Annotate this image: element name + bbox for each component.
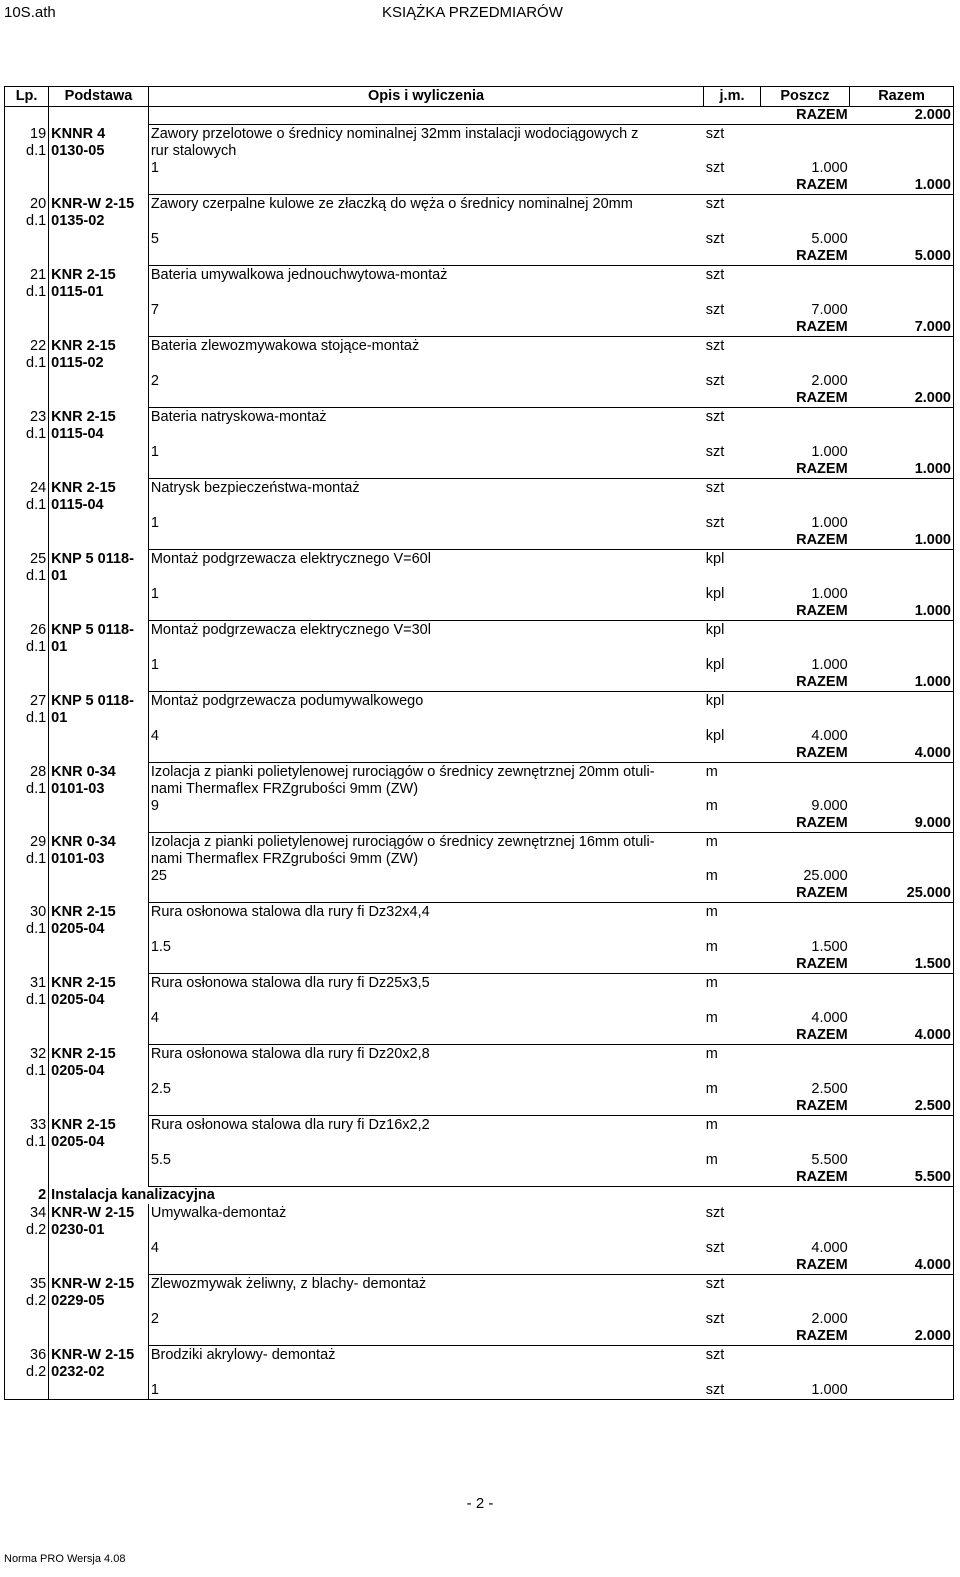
- item-d: d.1: [5, 1134, 49, 1152]
- razem-value: 4.000: [850, 745, 954, 763]
- item-row-2: [5, 568, 954, 586]
- quantity-row: [5, 373, 954, 390]
- item-d: d.1: [5, 284, 49, 302]
- razem-label: RAZEM: [760, 1257, 849, 1275]
- razem-value: 5.500: [850, 1169, 954, 1187]
- razem-label: RAZEM: [760, 1169, 849, 1187]
- quantity-row: [5, 657, 954, 674]
- razem-row: [5, 248, 954, 266]
- item-lp: 20: [5, 195, 49, 214]
- razem-row: [5, 603, 954, 621]
- item-row: [5, 833, 954, 852]
- item-podstawa: KNR 0-34: [49, 763, 149, 782]
- razem-value: 1.000: [850, 674, 954, 692]
- item-description: Rura osłonowa stalowa dla rury fi Dz16x2,2: [150, 1117, 430, 1133]
- item-lp: 30: [5, 903, 49, 922]
- item-row-2: [5, 781, 954, 798]
- item-podstawa-2: 0101-03: [49, 851, 149, 868]
- item-description: Zawory czerpalne kulowe ze złaczką do węża o średnicy nominalnej 20mm: [150, 196, 633, 212]
- table-body: [5, 107, 954, 1400]
- item-unit: szt: [705, 1205, 725, 1221]
- item-d: d.1: [5, 497, 49, 515]
- item-unit: szt: [705, 1276, 725, 1292]
- item-podstawa: KNR 2-15: [49, 1116, 149, 1135]
- item-podstawa-2: 0101-03: [49, 781, 149, 798]
- item-podstawa-2: 0130-05: [49, 143, 149, 160]
- item-row: [5, 1045, 954, 1064]
- razem-row: [5, 674, 954, 692]
- quantity-unit: szt: [705, 1311, 725, 1327]
- item-row: [5, 479, 954, 498]
- item-row: [5, 974, 954, 993]
- poszcz-value: 2.000: [811, 1311, 848, 1327]
- razem-label: RAZEM: [760, 1098, 849, 1116]
- quantity-unit: kpl: [705, 586, 725, 602]
- item-row: [5, 1346, 954, 1365]
- razem-row: [5, 532, 954, 550]
- item-podstawa: KNR-W 2-15: [49, 195, 149, 214]
- razem-label: RAZEM: [760, 248, 849, 266]
- poszcz-value: 7.000: [811, 302, 848, 318]
- item-podstawa-2: 0205-04: [49, 1134, 149, 1152]
- item-lp: 19: [5, 125, 49, 144]
- razem-value: 1.000: [850, 177, 954, 195]
- col-podstawa: Podstawa: [49, 87, 149, 107]
- razem-row: [5, 319, 954, 337]
- quantity-value: 5: [150, 231, 159, 247]
- quantity-unit: szt: [705, 302, 725, 318]
- razem-row: [5, 815, 954, 833]
- item-row-2: [5, 992, 954, 1010]
- section-number: 2: [5, 1187, 49, 1205]
- quantity-value: 2.5: [150, 1081, 172, 1097]
- item-lp: 21: [5, 266, 49, 285]
- item-row: [5, 125, 954, 144]
- item-row-2: [5, 1134, 954, 1152]
- item-podstawa: KNR 2-15: [49, 337, 149, 356]
- quantity-row: [5, 444, 954, 461]
- item-podstawa-2: 01: [49, 710, 149, 728]
- poszcz-value: 5.000: [811, 231, 848, 247]
- footer-text: Norma PRO Wersja 4.08: [4, 1553, 126, 1565]
- item-row-2: [5, 497, 954, 515]
- quantity-unit: m: [705, 1152, 718, 1168]
- item-row: [5, 763, 954, 782]
- item-lp: 22: [5, 337, 49, 356]
- item-lp: 29: [5, 833, 49, 852]
- item-unit: m: [705, 975, 718, 991]
- item-row: [5, 692, 954, 711]
- item-unit: szt: [705, 196, 725, 212]
- quantity-value: 1: [148, 1382, 703, 1400]
- quantity-value: 4: [150, 728, 159, 744]
- quantity-unit: szt: [705, 1240, 725, 1256]
- quantity-row: [5, 1152, 954, 1169]
- item-podstawa: KNNR 4: [49, 125, 149, 144]
- document-code: 10S.ath: [4, 4, 56, 21]
- quantity-row: [5, 586, 954, 603]
- item-podstawa-2: 0205-04: [49, 992, 149, 1010]
- item-row-2: [5, 1063, 954, 1081]
- quantity-value: 1.5: [150, 939, 172, 955]
- razem-value: 4.000: [850, 1027, 954, 1045]
- item-row: [5, 1204, 954, 1222]
- quantity-unit: m: [705, 1010, 718, 1026]
- item-podstawa-2: 0115-01: [49, 284, 149, 302]
- item-d: d.1: [5, 781, 49, 798]
- item-d: d.1: [5, 639, 49, 657]
- section-row: [5, 1187, 954, 1205]
- item-podstawa: KNR-W 2-15: [49, 1346, 149, 1365]
- razem-label: RAZEM: [760, 107, 849, 125]
- poszcz-value: 2.500: [811, 1081, 848, 1097]
- page-number: - 2 -: [466, 1495, 494, 1512]
- item-lp: 36: [5, 1346, 49, 1365]
- razem-value: 9.000: [850, 815, 954, 833]
- razem-value: 7.000: [850, 319, 954, 337]
- razem-value: 4.000: [850, 1257, 954, 1275]
- poszcz-value: 4.000: [811, 1240, 848, 1256]
- item-podstawa-2: 0229-05: [49, 1293, 149, 1311]
- poszcz-value: 4.000: [811, 1010, 848, 1026]
- quantity-unit: szt: [705, 231, 725, 247]
- item-row-2: [5, 284, 954, 302]
- poszcz-value: 1.000: [811, 444, 848, 460]
- razem-row: [5, 1027, 954, 1045]
- razem-label: RAZEM: [760, 532, 849, 550]
- item-description: Natrysk bezpieczeństwa-montaż: [150, 480, 360, 496]
- cost-estimate-table: [4, 86, 954, 1400]
- item-description: Bateria natryskowa-montaż: [150, 409, 327, 425]
- item-podstawa: KNR 2-15: [49, 479, 149, 498]
- item-lp: 27: [5, 692, 49, 711]
- item-row-2: [5, 851, 954, 868]
- item-lp: 32: [5, 1045, 49, 1064]
- razem-row: [5, 885, 954, 903]
- item-unit: szt: [705, 409, 725, 425]
- item-podstawa: KNR 2-15: [49, 1045, 149, 1064]
- poszcz-value: 1.000: [811, 657, 848, 673]
- razem-value: 5.000: [850, 248, 954, 266]
- razem-label: RAZEM: [760, 461, 849, 479]
- quantity-row: [5, 302, 954, 319]
- item-description: Zawory przelotowe o średnicy nominalnej 32mm instalacji wodociągowych z: [150, 126, 639, 142]
- item-unit: m: [705, 764, 718, 780]
- item-description: Izolacja z pianki polietylenowej rurociągów o średnicy zewnętrznej 20mm otuli-: [150, 764, 655, 780]
- item-unit: m: [705, 834, 718, 850]
- razem-label: RAZEM: [760, 1328, 849, 1346]
- razem-value: 1.000: [850, 532, 954, 550]
- quantity-row: [5, 231, 954, 248]
- razem-value: 2.000: [850, 1328, 954, 1346]
- item-podstawa: KNR 0-34: [49, 833, 149, 852]
- item-lp: 23: [5, 408, 49, 427]
- razem-row: [5, 461, 954, 479]
- razem-value: 1.500: [850, 956, 954, 974]
- table-header-row: [5, 87, 954, 107]
- item-unit: szt: [705, 267, 725, 283]
- item-description: Montaż podgrzewacza podumywalkowego: [150, 693, 424, 709]
- item-row-2: [5, 710, 954, 728]
- razem-label: RAZEM: [760, 674, 849, 692]
- item-unit: kpl: [705, 622, 725, 638]
- item-row-2: [5, 639, 954, 657]
- item-description-2: nami Thermaflex FRZgrubości 9mm (ZW): [150, 781, 419, 797]
- item-d: d.1: [5, 143, 49, 160]
- item-row: [5, 621, 954, 640]
- item-podstawa: KNR 2-15: [49, 266, 149, 285]
- quantity-row: [5, 939, 954, 956]
- item-d: d.1: [5, 426, 49, 444]
- item-row: [5, 903, 954, 922]
- item-row-2: [5, 1293, 954, 1311]
- quantity-row: [5, 1382, 954, 1400]
- poszcz-value: 1.000: [811, 160, 848, 176]
- quantity-row: [5, 798, 954, 815]
- razem-row: [5, 177, 954, 195]
- razem-value: 25.000: [850, 885, 954, 903]
- section-title: Instalacja kanalizacyjna: [49, 1187, 954, 1205]
- quantity-unit: m: [705, 798, 718, 814]
- item-unit: m: [705, 904, 718, 920]
- quantity-value: 1: [150, 657, 159, 673]
- item-unit: m: [705, 1046, 718, 1062]
- quantity-row: [5, 1311, 954, 1328]
- item-podstawa-2: 0232-02: [49, 1364, 149, 1382]
- item-description: Rura osłonowa stalowa dla rury fi Dz32x4,4: [150, 904, 430, 920]
- item-lp: 31: [5, 974, 49, 993]
- item-row-2: [5, 426, 954, 444]
- item-podstawa-2: 0205-04: [49, 1063, 149, 1081]
- item-row-2: [5, 1222, 954, 1240]
- quantity-row: [5, 1081, 954, 1098]
- quantity-value: 5.5: [150, 1152, 172, 1168]
- razem-label: RAZEM: [760, 745, 849, 763]
- col-jm: j.m.: [704, 87, 761, 107]
- razem-row: [5, 1169, 954, 1187]
- razem-row: [5, 390, 954, 408]
- razem-row: [5, 745, 954, 763]
- razem-value: 1.000: [850, 603, 954, 621]
- quantity-unit: m: [705, 868, 718, 884]
- col-opis: Opis i wyliczenia: [148, 87, 703, 107]
- item-description: Montaż podgrzewacza elektrycznego V=60l: [150, 551, 431, 567]
- item-row-2: [5, 355, 954, 373]
- quantity-value: 1: [150, 586, 159, 602]
- poszcz-value: 25.000: [803, 868, 848, 884]
- item-row: [5, 408, 954, 427]
- quantity-unit: kpl: [705, 657, 725, 673]
- item-d: d.1: [5, 992, 49, 1010]
- item-podstawa: KNP 5 0118-: [49, 550, 149, 569]
- poszcz-value: 4.000: [811, 728, 848, 744]
- poszcz-value: 2.000: [811, 373, 848, 389]
- item-description: Bateria zlewozmywakowa stojące-montaż: [150, 338, 420, 354]
- item-lp: 25: [5, 550, 49, 569]
- item-d: d.1: [5, 355, 49, 373]
- quantity-row: [5, 1010, 954, 1027]
- razem-value: 2.000: [850, 107, 954, 125]
- item-podstawa-2: 0115-04: [49, 497, 149, 515]
- item-unit: kpl: [705, 551, 725, 567]
- item-row: [5, 266, 954, 285]
- item-row-2: [5, 213, 954, 231]
- razem-label: RAZEM: [760, 885, 849, 903]
- quantity-row: [5, 868, 954, 885]
- item-podstawa-2: 01: [49, 639, 149, 657]
- item-podstawa: KNR 2-15: [49, 903, 149, 922]
- quantity-unit: szt: [705, 515, 725, 531]
- razem-label: RAZEM: [760, 1027, 849, 1045]
- quantity-value: 1: [150, 515, 159, 531]
- poszcz-value: 9.000: [811, 798, 848, 814]
- quantity-row: [5, 1240, 954, 1257]
- razem-label: RAZEM: [760, 177, 849, 195]
- quantity-value: 1: [150, 160, 159, 176]
- item-podstawa: KNR 2-15: [49, 974, 149, 993]
- razem-row: [5, 107, 954, 125]
- item-row: [5, 1116, 954, 1135]
- item-podstawa: KNR-W 2-15: [49, 1275, 149, 1294]
- item-row-2: [5, 921, 954, 939]
- item-row: [5, 337, 954, 356]
- razem-label: RAZEM: [760, 390, 849, 408]
- item-d: d.2: [5, 1364, 49, 1382]
- item-d: d.1: [5, 710, 49, 728]
- item-row: [5, 550, 954, 569]
- item-podstawa: KNP 5 0118-: [49, 621, 149, 640]
- item-d: d.1: [5, 1063, 49, 1081]
- quantity-unit: szt: [704, 1382, 761, 1400]
- razem-label: RAZEM: [760, 319, 849, 337]
- item-lp: 34: [5, 1204, 49, 1222]
- quantity-value: 4: [150, 1240, 159, 1256]
- razem-row: [5, 1257, 954, 1275]
- quantity-value: 2: [150, 373, 159, 389]
- item-d: d.1: [5, 213, 49, 231]
- document-title: KSIĄŻKA PRZEDMIARÓW: [382, 4, 563, 21]
- item-unit: szt: [705, 338, 725, 354]
- item-unit: szt: [705, 126, 725, 142]
- item-lp: 35: [5, 1275, 49, 1294]
- poszcz-value: 5.500: [811, 1152, 848, 1168]
- item-podstawa: KNR 2-15: [49, 408, 149, 427]
- item-description: Umywalka-demontaż: [150, 1205, 287, 1221]
- razem-label: RAZEM: [760, 956, 849, 974]
- item-unit: kpl: [705, 693, 725, 709]
- col-poszcz: Poszcz: [760, 87, 849, 107]
- item-row-2: [5, 143, 954, 160]
- item-description: Zlewozmywak żeliwny, z blachy- demontaż: [150, 1276, 427, 1292]
- item-podstawa-2: 0115-04: [49, 426, 149, 444]
- item-unit: m: [705, 1117, 718, 1133]
- poszcz-value: 1.000: [760, 1382, 849, 1400]
- razem-value: 2.500: [850, 1098, 954, 1116]
- item-description: Montaż podgrzewacza elektrycznego V=30l: [150, 622, 431, 638]
- quantity-row: [5, 728, 954, 745]
- item-row: [5, 1275, 954, 1294]
- quantity-unit: szt: [705, 444, 725, 460]
- item-description: Rura osłonowa stalowa dla rury fi Dz20x2,8: [150, 1046, 430, 1062]
- item-description: Rura osłonowa stalowa dla rury fi Dz25x3,5: [150, 975, 430, 991]
- quantity-unit: m: [705, 1081, 718, 1097]
- quantity-unit: kpl: [705, 728, 725, 744]
- item-lp: 28: [5, 763, 49, 782]
- item-d: d.1: [5, 921, 49, 939]
- razem-value: 2.000: [850, 390, 954, 408]
- col-razem: Razem: [850, 87, 954, 107]
- item-d: d.1: [5, 568, 49, 586]
- item-unit: szt: [705, 480, 725, 496]
- quantity-unit: m: [705, 939, 718, 955]
- quantity-value: 9: [150, 798, 159, 814]
- razem-row: [5, 1098, 954, 1116]
- item-description: Izolacja z pianki polietylenowej rurociągów o średnicy zewnętrznej 16mm otuli-: [150, 834, 655, 850]
- item-d: d.2: [5, 1222, 49, 1240]
- poszcz-value: 1.000: [811, 515, 848, 531]
- item-description-2: rur stalowych: [150, 143, 237, 159]
- razem-row: [5, 1328, 954, 1346]
- item-podstawa: KNR-W 2-15: [49, 1204, 149, 1222]
- quantity-row: [5, 515, 954, 532]
- poszcz-value: 1.000: [811, 586, 848, 602]
- quantity-value: 1: [150, 444, 159, 460]
- item-description: Brodziki akrylowy- demontaż: [150, 1347, 336, 1363]
- item-podstawa-2: 0115-02: [49, 355, 149, 373]
- razem-label: RAZEM: [760, 815, 849, 833]
- quantity-value: 7: [150, 302, 159, 318]
- quantity-unit: szt: [705, 373, 725, 389]
- item-podstawa-2: 01: [49, 568, 149, 586]
- quantity-unit: szt: [705, 160, 725, 176]
- item-description-2: nami Thermaflex FRZgrubości 9mm (ZW): [150, 851, 419, 867]
- quantity-row: [5, 160, 954, 177]
- item-unit: szt: [705, 1347, 725, 1363]
- item-podstawa-2: 0230-01: [49, 1222, 149, 1240]
- item-description: Bateria umywalkowa jednouchwytowa-montaż: [150, 267, 448, 283]
- item-podstawa: KNP 5 0118-: [49, 692, 149, 711]
- poszcz-value: 1.500: [811, 939, 848, 955]
- quantity-value: 2: [150, 1311, 159, 1327]
- item-podstawa-2: 0135-02: [49, 213, 149, 231]
- razem-value: 1.000: [850, 461, 954, 479]
- quantity-value: 25: [150, 868, 167, 884]
- item-row-2: [5, 1364, 954, 1382]
- item-lp: 24: [5, 479, 49, 498]
- item-lp: 33: [5, 1116, 49, 1135]
- quantity-value: 4: [150, 1010, 159, 1026]
- item-podstawa-2: 0205-04: [49, 921, 149, 939]
- razem-label: RAZEM: [760, 603, 849, 621]
- item-lp: 26: [5, 621, 49, 640]
- col-lp: Lp.: [5, 87, 49, 107]
- item-d: d.1: [5, 851, 49, 868]
- razem-row: [5, 956, 954, 974]
- item-d: d.2: [5, 1293, 49, 1311]
- item-row: [5, 195, 954, 214]
